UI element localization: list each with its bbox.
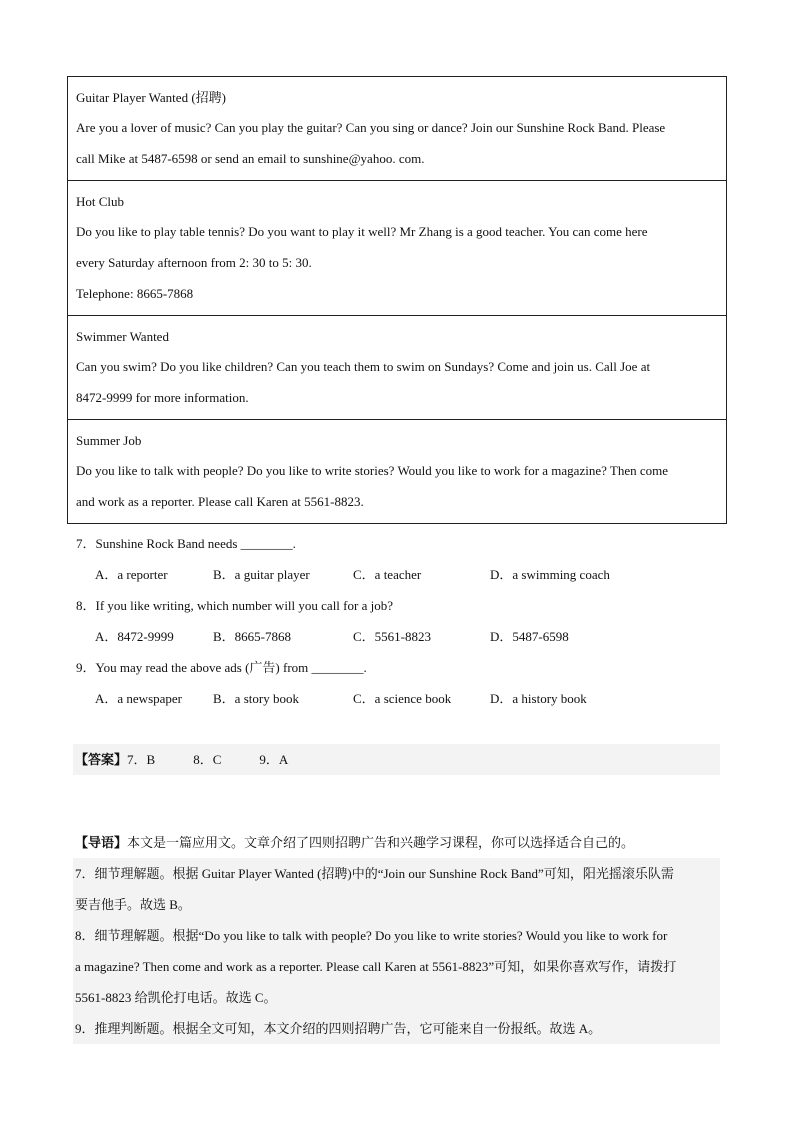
ad-title: Swimmer Wanted (76, 329, 169, 344)
guide-text: 本文是一篇应用文。文章介绍了四则招聘广告和兴趣学习课程，你可以选择适合自己的。 (127, 835, 635, 850)
question-stem: 7．Sunshine Rock Band needs ________. (76, 536, 296, 551)
question-9 (76, 652, 736, 714)
ad-text: Can you swim? Do you like children? Can you teach them to swim on Sundays? Come and join us. Call Joe at (76, 359, 651, 374)
ad-title: Guitar Player Wanted (招聘) (76, 90, 226, 105)
ad-text: and work as a reporter. Please call Karen at 5561-8823. (76, 494, 364, 509)
question-stem: 8．If you like writing, which number will you call for a job? (76, 598, 393, 613)
answer-item: 7．B (127, 752, 156, 767)
explanation-line: a magazine? Then come and work as a reporter. Please call Karen at 5561-8823”可知，如果你喜欢写作，请拨打 (73, 951, 720, 982)
option-c: C．a science book (353, 691, 452, 706)
ad-text: Do you like to talk with people? Do you like to write stories? Would you like to work for a magazine? Then come (76, 463, 668, 478)
question-options (76, 683, 736, 714)
explanation-line: 9．推理判断题。根据全文可知，本文介绍的四则招聘广告，它可能来自一份报纸。故选 A。 (73, 1013, 720, 1044)
question-8 (76, 590, 736, 652)
option-b: B．a story book (213, 691, 299, 706)
answer-item: 9．A (259, 752, 289, 767)
explanation-line: 7．细节理解题。根据 Guitar Player Wanted (招聘)中的“Join our Sunshine Rock Band”可知，阳光摇滚乐队需 (73, 858, 720, 889)
explanation-line: 要吉他手。故选 B。 (73, 889, 720, 920)
ad-text: Do you like to play table tennis? Do you want to play it well? Mr Zhang is a good teacher. You can come here (76, 224, 648, 239)
ad-summer-job (68, 420, 726, 523)
ad-text: Telephone: 8665-7868 (76, 286, 194, 301)
option-d: D．a history book (490, 691, 587, 706)
question-stem: 9．You may read the above ads (广告) from ________. (76, 660, 367, 675)
option-d: D．5487-6598 (490, 629, 569, 644)
guide-line (73, 827, 720, 858)
answer-key (73, 744, 720, 775)
ad-hot-club (68, 181, 726, 316)
option-a: A．8472-9999 (95, 629, 174, 644)
answer-label: 【答案】 (75, 752, 128, 767)
ad-text: call Mike at 5487-6598 or send an email to sunshine@yahoo. com. (76, 151, 425, 166)
option-a: A．a reporter (95, 567, 168, 582)
option-b: B．8665-7868 (213, 629, 292, 644)
ad-guitar-player (68, 77, 726, 181)
option-b: B．a guitar player (213, 567, 310, 582)
ad-text: Are you a lover of music? Can you play the guitar? Can you sing or dance? Join our Sunshine Rock Band. Please (76, 120, 666, 135)
question-options (76, 621, 736, 652)
option-d: D．a swimming coach (490, 567, 610, 582)
answer-item: 8．C (193, 752, 222, 767)
ad-title: Hot Club (76, 194, 125, 209)
question-options (76, 559, 736, 590)
option-a: A．a newspaper (95, 691, 182, 706)
explanation-line: 5561-8823 给凯伦打电话。故选 C。 (73, 982, 720, 1013)
option-c: C．5561-8823 (353, 629, 432, 644)
guide-label: 【导语】 (75, 835, 128, 850)
ads-table (67, 76, 727, 524)
ad-title: Summer Job (76, 433, 142, 448)
ad-swimmer-wanted (68, 316, 726, 420)
ad-text: every Saturday afternoon from 2: 30 to 5: 30. (76, 255, 312, 270)
question-7 (76, 528, 736, 590)
answer-block (73, 744, 720, 1044)
option-c: C．a teacher (353, 567, 422, 582)
ad-text: 8472-9999 for more information. (76, 390, 249, 405)
explanation-line: 8．细节理解题。根据“Do you like to talk with people? Do you like to write stories? Would you like to work for (73, 920, 720, 951)
questions (76, 528, 736, 714)
